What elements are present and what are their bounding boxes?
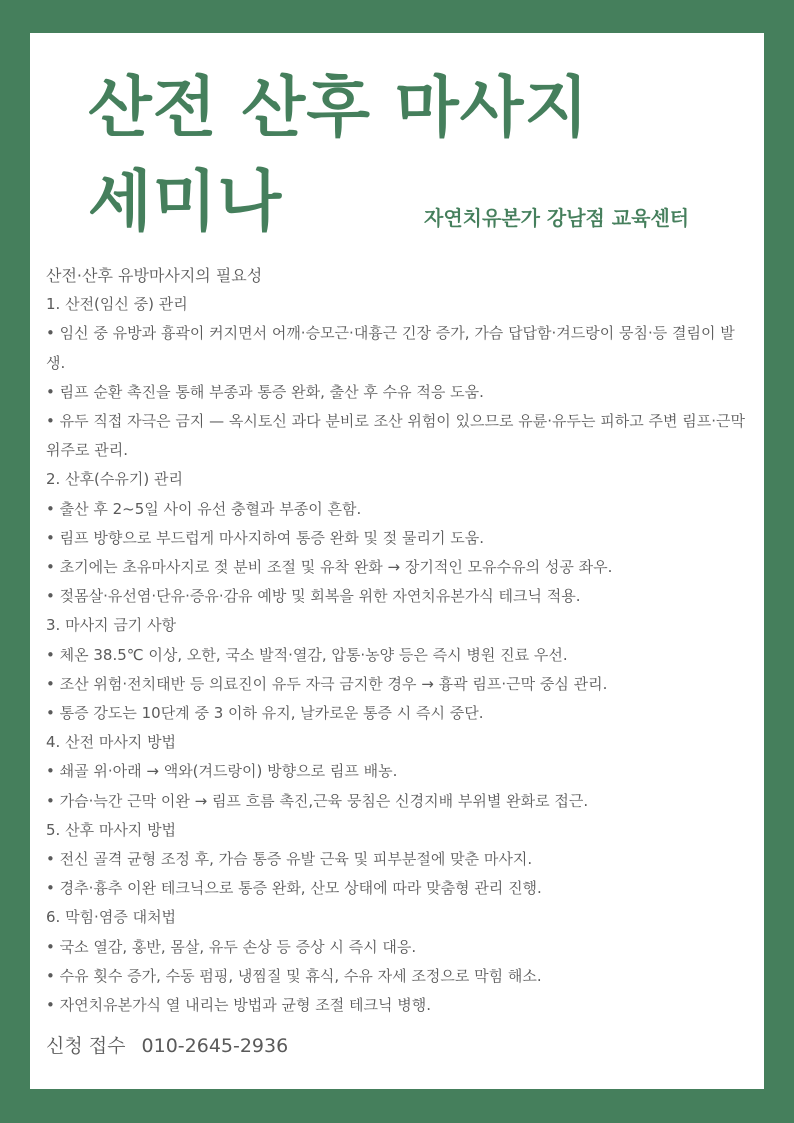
section-heading: 1. 산전(임신 중) 관리 <box>46 295 188 314</box>
bullet-item: • 통증 강도는 10단계 중 3 이하 유지, 날카로운 통증 시 즉시 중단. <box>46 704 484 723</box>
section-6 <box>46 903 751 1020</box>
bullet-item: • 림프 방향으로 부드럽게 마사지하여 통증 완화 및 젖 물리기 도움. <box>46 528 485 547</box>
bullet-item: • 자연치유본가식 열 내리는 방법과 균형 조절 테크닉 병행. <box>46 996 432 1015</box>
contact-phone[interactable]: 010-2645-2936 <box>141 1035 289 1057</box>
bullet-item: • 가슴·늑간 근막 이완 → 림프 흐름 촉진,근육 뭉침은 신경지배 부위별 완화로 접근. <box>46 791 589 810</box>
bullet-item: • 수유 횟수 증가, 수동 펌핑, 냉찜질 및 휴식, 수유 자세 조정으로 막힘 해소. <box>46 966 542 985</box>
bullet-item: • 출산 후 2~5일 사이 유선 충혈과 부종이 흔함. <box>46 499 362 518</box>
section-5 <box>46 816 751 904</box>
flyer-page <box>30 33 764 1089</box>
bullet-item: • 체온 38.5℃ 이상, 오한, 국소 발적·열감, 압통·농양 등은 즉시 병원 진료 우선. <box>46 645 568 664</box>
bullet-item: • 림프 순환 촉진을 통해 부종과 통증 완화, 출산 후 수유 적응 도움. <box>46 382 484 401</box>
bullet-item: • 국소 열감, 홍반, 몸살, 유두 손상 등 증상 시 즉시 대응. <box>46 937 417 956</box>
section-heading: 4. 산전 마사지 방법 <box>46 733 177 752</box>
section-heading: 2. 산후(수유기) 관리 <box>46 470 183 489</box>
section-heading: 3. 마사지 금기 사항 <box>46 616 177 635</box>
title-line-2: 세미나 <box>88 163 283 240</box>
bullet-item: • 초기에는 초유마사지로 젖 분비 조절 및 유착 완화 → 장기적인 모유수유의 성공 좌우. <box>46 558 613 577</box>
title-line-1: 산전 산후 마사지 <box>88 69 590 146</box>
section-1 <box>46 290 751 465</box>
bullet-item: • 임신 중 유방과 흉곽이 커지면서 어깨·승모근·대흉근 긴장 증가, 가슴 답답함·겨드랑이 뭉침·등 결림이 발생. <box>46 324 735 372</box>
bullet-item: • 유두 직접 자극은 금지 — 옥시토신 과다 분비로 조산 위험이 있으므로 유륜·유두는 피하고 주변 림프·근막 위주로 관리. <box>46 412 745 460</box>
bullet-item: • 쇄골 위·아래 → 액와(겨드랑이) 방향으로 림프 배농. <box>46 762 398 781</box>
contact-info <box>46 1032 288 1060</box>
organizer-subtitle: 자연치유본가 강남점 교육센터 <box>424 206 690 230</box>
section-heading: 6. 막힘·염증 대처법 <box>46 908 177 927</box>
bullet-item: • 경추·흉추 이완 테크닉으로 통증 완화, 산모 상태에 따라 맞춤형 관리 진행. <box>46 879 542 898</box>
bullet-item: • 조산 위험·전치태반 등 의료진이 유두 자극 금지한 경우 → 흉곽 림프·근막 중심 관리. <box>46 674 608 693</box>
contact-label: 신청 접수 <box>46 1035 126 1057</box>
bullet-item: • 전신 골격 균형 조정 후, 가슴 통증 유발 근육 및 피부분절에 맞춘 마사지. <box>46 850 533 869</box>
intro-heading: 산전·산후 유방마사지의 필요성 <box>46 266 263 285</box>
content-body <box>46 261 751 1020</box>
bullet-item: • 젖몸살·유선염·단유·증유·감유 예방 및 회복을 위한 자연치유본가식 테크닉 적용. <box>46 587 581 606</box>
section-4 <box>46 728 751 816</box>
section-heading: 5. 산후 마사지 방법 <box>46 820 177 839</box>
sections-list <box>46 290 751 1020</box>
section-3 <box>46 611 751 728</box>
section-2 <box>46 465 751 611</box>
